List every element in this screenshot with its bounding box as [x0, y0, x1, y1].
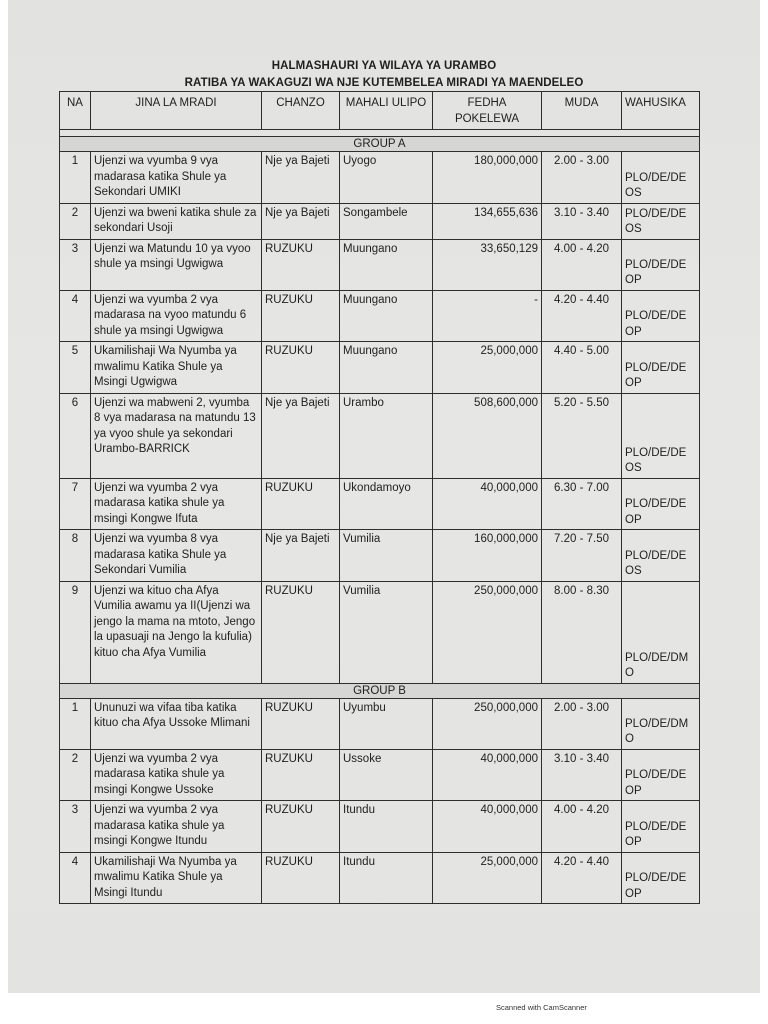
- funds-received: 508,600,000: [433, 393, 542, 478]
- project-name: Ujenzi wa vyumba 2 vya madarasa na vyoo matundu 6 shule ya msingi Ugwigwa: [91, 290, 262, 342]
- location: Muungano: [340, 342, 433, 394]
- group-header-row: [60, 683, 700, 698]
- funding-source: RUZUKU: [262, 581, 340, 683]
- funding-source: RUZUKU: [262, 290, 340, 342]
- document-title: HALMASHAURI YA WILAYA YA URAMBO: [271, 60, 497, 72]
- funds-received: 40,000,000: [433, 478, 542, 530]
- header-wahusika: WAHUSIKA: [622, 92, 700, 130]
- time-slot: 4.00 - 4.20: [542, 239, 622, 290]
- header-row: [60, 92, 700, 130]
- row-number: 7: [60, 478, 91, 530]
- table-row: [60, 801, 700, 853]
- table-row: [60, 530, 700, 582]
- funds-received: 25,000,000: [433, 342, 542, 394]
- funding-source: RUZUKU: [262, 698, 340, 749]
- location: Itundu: [340, 852, 433, 904]
- funding-source: RUZUKU: [262, 239, 340, 290]
- row-number: 1: [60, 698, 91, 749]
- responsible-officers: PLO/DE/DE OP: [622, 478, 700, 530]
- funding-source: RUZUKU: [262, 749, 340, 801]
- responsible-officers: PLO/DE/DE OP: [622, 290, 700, 342]
- project-name: Ujenzi wa vyumba 8 vya madarasa katika Shule ya Sekondari Vumilia: [91, 530, 262, 582]
- time-slot: 8.00 - 8.30: [542, 581, 622, 683]
- time-slot: 2.00 - 3.00: [542, 152, 622, 204]
- time-slot: 4.20 - 4.40: [542, 290, 622, 342]
- group-header-row: [60, 137, 700, 152]
- project-name: Ujenzi wa kituo cha Afya Vumilia awamu ya II(Ujenzi wa jengo la mama na mtoto, Jengo la upasuaji na Jengo la kufulia) kituo cha Afya Vumilia: [91, 581, 262, 683]
- row-number: 6: [60, 393, 91, 478]
- time-slot: 4.00 - 4.20: [542, 801, 622, 853]
- project-name: Ukamilishaji Wa Nyumba ya mwalimu Katika Shule ya Msingi Itundu: [91, 852, 262, 904]
- location: Uyogo: [340, 152, 433, 204]
- project-name: Ununuzi wa vifaa tiba katika kituo cha Afya Ussoke Mlimani: [91, 698, 262, 749]
- responsible-officers: PLO/DE/DE OS: [622, 203, 700, 239]
- time-slot: 3.10 - 3.40: [542, 749, 622, 801]
- document-subtitle: RATIBA YA WAKAGUZI WA NJE KUTEMBELEA MIRADI YA MAENDELEO: [184, 77, 584, 89]
- funding-source: Nje ya Bajeti: [262, 203, 340, 239]
- responsible-officers: PLO/DE/DE OP: [622, 852, 700, 904]
- funds-received: 40,000,000: [433, 749, 542, 801]
- header-muda: MUDA: [542, 92, 622, 130]
- responsible-officers: PLO/DE/DM O: [622, 581, 700, 683]
- time-slot: 7.20 - 7.50: [542, 530, 622, 582]
- responsible-officers: PLO/DE/DE OP: [622, 239, 700, 290]
- time-slot: 2.00 - 3.00: [542, 698, 622, 749]
- location: Muungano: [340, 239, 433, 290]
- funding-source: RUZUKU: [262, 342, 340, 394]
- responsible-officers: PLO/DE/DE OP: [622, 342, 700, 394]
- project-name: Ujenzi wa vyumba 2 vya madarasa katika shule ya msingi Kongwe Ifuta: [91, 478, 262, 530]
- project-name: Ujenzi wa mabweni 2, vyumba 8 vya madarasa na matundu 13 ya vyoo shule ya sekondari Urambo-BARRICK: [91, 393, 262, 478]
- funds-received: 40,000,000: [433, 801, 542, 853]
- table-row: [60, 290, 700, 342]
- row-number: 9: [60, 581, 91, 683]
- row-number: 2: [60, 203, 91, 239]
- header-na: NA: [60, 92, 91, 130]
- project-name: Ujenzi wa vyumba 9 vya madarasa katika Shule ya Sekondari UMIKI: [91, 152, 262, 204]
- funds-received: -: [433, 290, 542, 342]
- funds-received: 250,000,000: [433, 581, 542, 683]
- header-mahali: MAHALI ULIPO: [340, 92, 433, 130]
- header-chanzo: CHANZO: [262, 92, 340, 130]
- project-name: Ukamilishaji Wa Nyumba ya mwalimu Katika Shule ya Msingi Ugwigwa: [91, 342, 262, 394]
- table-row: [60, 203, 700, 239]
- table-row: [60, 342, 700, 394]
- location: Ukondamoyo: [340, 478, 433, 530]
- project-name: Ujenzi wa vyumba 2 vya madarasa katika shule ya msingi Kongwe Ussoke: [91, 749, 262, 801]
- location: Vumilia: [340, 581, 433, 683]
- funding-source: Nje ya Bajeti: [262, 152, 340, 204]
- responsible-officers: PLO/DE/DE OS: [622, 393, 700, 478]
- time-slot: 3.10 - 3.40: [542, 203, 622, 239]
- row-number: 3: [60, 239, 91, 290]
- location: Uyumbu: [340, 698, 433, 749]
- row-number: 1: [60, 152, 91, 204]
- time-slot: 4.40 - 5.00: [542, 342, 622, 394]
- funding-source: Nje ya Bajeti: [262, 393, 340, 478]
- table-row: [60, 581, 700, 683]
- header-fedha: FEDHA POKELEWA: [433, 92, 542, 130]
- location: Muungano: [340, 290, 433, 342]
- responsible-officers: PLO/DE/DE OP: [622, 801, 700, 853]
- funds-received: 33,650,129: [433, 239, 542, 290]
- location: Ussoke: [340, 749, 433, 801]
- row-number: 3: [60, 801, 91, 853]
- responsible-officers: PLO/DE/DM O: [622, 698, 700, 749]
- table-row: [60, 239, 700, 290]
- row-number: 4: [60, 852, 91, 904]
- funds-received: 25,000,000: [433, 852, 542, 904]
- table-row: [60, 698, 700, 749]
- location: Itundu: [340, 801, 433, 853]
- funds-received: 180,000,000: [433, 152, 542, 204]
- schedule-body: [60, 137, 700, 904]
- row-number: 4: [60, 290, 91, 342]
- funding-source: RUZUKU: [262, 478, 340, 530]
- schedule-table: [59, 91, 700, 904]
- table-row: [60, 152, 700, 204]
- funds-received: 134,655,636: [433, 203, 542, 239]
- funding-source: RUZUKU: [262, 852, 340, 904]
- project-name: Ujenzi wa bweni katika shule za sekondari Usoji: [91, 203, 262, 239]
- group-label: GROUP A: [60, 137, 700, 152]
- funds-received: 160,000,000: [433, 530, 542, 582]
- location: Urambo: [340, 393, 433, 478]
- responsible-officers: PLO/DE/DE OS: [622, 530, 700, 582]
- row-number: 5: [60, 342, 91, 394]
- funding-source: RUZUKU: [262, 801, 340, 853]
- time-slot: 6.30 - 7.00: [542, 478, 622, 530]
- group-label: GROUP B: [60, 683, 700, 698]
- spacer-row: [60, 130, 700, 137]
- location: Vumilia: [340, 530, 433, 582]
- time-slot: 5.20 - 5.50: [542, 393, 622, 478]
- table-row: [60, 852, 700, 904]
- project-name: Ujenzi wa vyumba 2 vya madarasa katika shule ya msingi Kongwe Itundu: [91, 801, 262, 853]
- responsible-officers: PLO/DE/DE OP: [622, 749, 700, 801]
- funding-source: Nje ya Bajeti: [262, 530, 340, 582]
- table-row: [60, 478, 700, 530]
- funds-received: 250,000,000: [433, 698, 542, 749]
- table-row: [60, 393, 700, 478]
- table-row: [60, 749, 700, 801]
- scanner-watermark: Scanned with CamScanner: [496, 1003, 587, 1012]
- location: Songambele: [340, 203, 433, 239]
- time-slot: 4.20 - 4.40: [542, 852, 622, 904]
- responsible-officers: PLO/DE/DE OS: [622, 152, 700, 204]
- row-number: 2: [60, 749, 91, 801]
- row-number: 8: [60, 530, 91, 582]
- header-jina: JINA LA MRADI: [91, 92, 262, 130]
- project-name: Ujenzi wa Matundu 10 ya vyoo shule ya msingi Ugwigwa: [91, 239, 262, 290]
